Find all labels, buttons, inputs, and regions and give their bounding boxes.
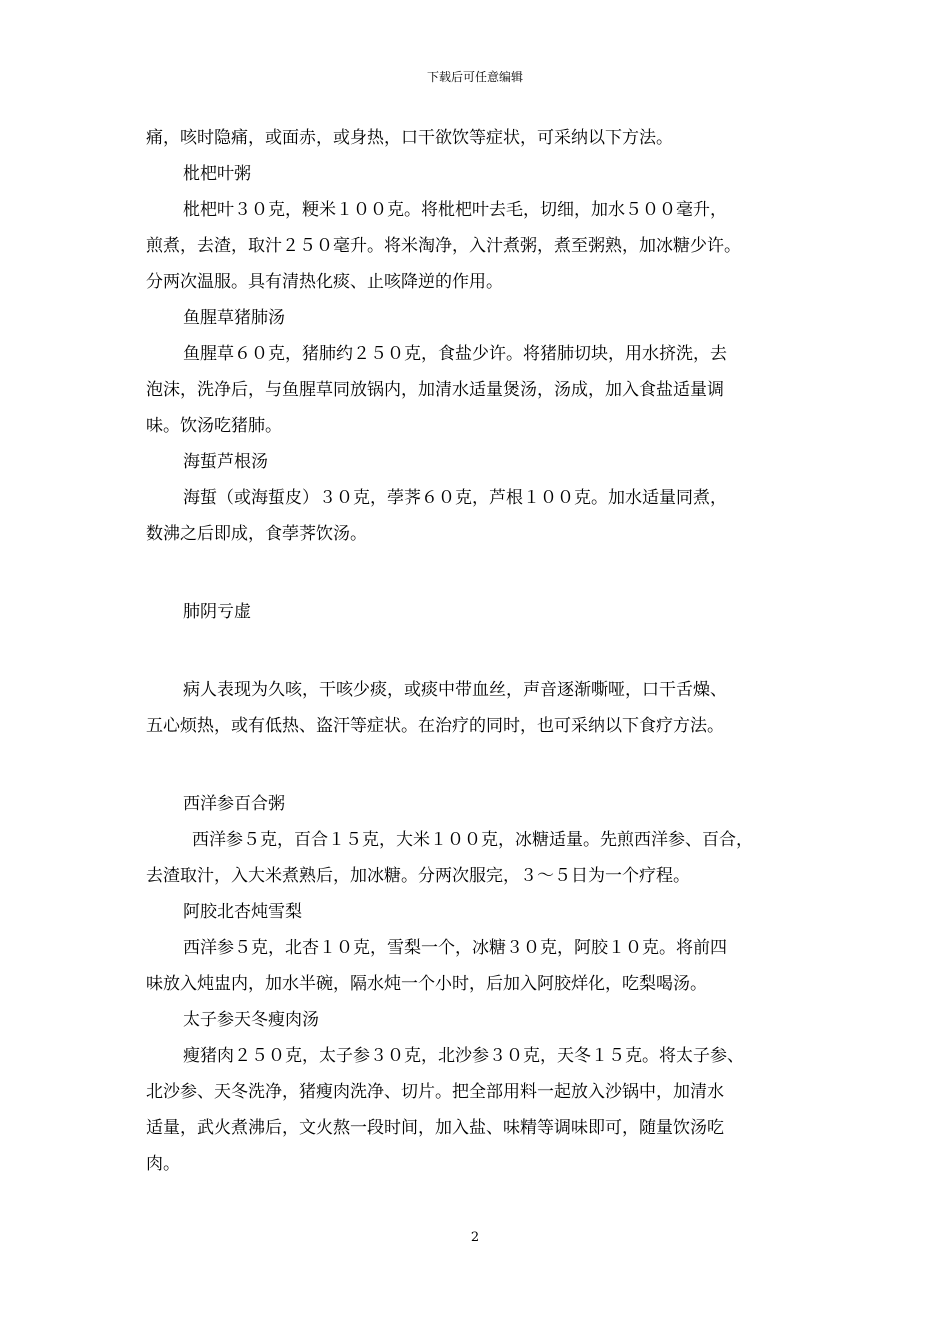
paragraph-line: 肉。 bbox=[146, 1154, 180, 1174]
recipe-title: 海蜇芦根汤 bbox=[183, 452, 268, 472]
paragraph-line: 数沸之后即成，食荸荠饮汤。 bbox=[146, 524, 367, 544]
paragraph-line: 适量，武火煮沸后，文火熬一段时间，加入盐、味精等调味即可，随量饮汤吃 bbox=[146, 1118, 724, 1138]
recipe-title: 鱼腥草猪肺汤 bbox=[183, 308, 285, 328]
paragraph-line: 西洋参５克，北杏１０克，雪梨一个，冰糖３０克，阿胶１０克。将前四 bbox=[183, 938, 727, 958]
page-number: 2 bbox=[470, 1230, 480, 1245]
paragraph-line: 西洋参５克，百合１５克，大米１００克，冰糖适量。先煎西洋参、百合， bbox=[192, 830, 753, 850]
paragraph-line: 煎煮，去渣，取汁２５０毫升。将米淘净，入汁煮粥，煮至粥熟，加冰糖少许。 bbox=[146, 236, 741, 256]
page-header: 下载后可任意编辑 bbox=[426, 70, 523, 84]
paragraph-line: 分两次温服。具有清热化痰、止咳降逆的作用。 bbox=[146, 272, 503, 292]
paragraph-line: 枇杷叶３０克，粳米１００克。将枇杷叶去毛，切细，加水５００毫升， bbox=[183, 200, 727, 220]
paragraph-line: 海蜇（或海蜇皮）３０克，荸荠６０克，芦根１００克。加水适量同煮， bbox=[183, 488, 727, 508]
paragraph-line: 瘦猪肉２５０克，太子参３０克，北沙参３０克，天冬１５克。将太子参、 bbox=[183, 1046, 744, 1066]
paragraph-line: 痛，咳时隐痛，或面赤，或身热，口干欲饮等症状，可采纳以下方法。 bbox=[146, 128, 673, 148]
recipe-title: 枇杷叶粥 bbox=[183, 164, 251, 184]
document-body bbox=[146, 120, 826, 1182]
paragraph-line: 五心烦热，或有低热、盗汗等症状。在治疗的同时，也可采纳以下食疗方法。 bbox=[146, 716, 724, 736]
paragraph-line: 北沙参、天冬洗净，猪瘦肉洗净、切片。把全部用料一起放入沙锅中，加清水 bbox=[146, 1082, 724, 1102]
section-heading: 肺阴亏虚 bbox=[183, 602, 251, 622]
recipe-title: 阿胶北杏炖雪梨 bbox=[183, 902, 302, 922]
paragraph-line: 去渣取汁，入大米煮熟后，加冰糖。分两次服完，３～５日为一个疗程。 bbox=[146, 866, 690, 886]
paragraph-line: 味放入炖盅内，加水半碗，隔水炖一个小时，后加入阿胶烊化，吃梨喝汤。 bbox=[146, 974, 707, 994]
paragraph-line: 泡沫，洗净后，与鱼腥草同放锅内，加清水适量煲汤，汤成，加入食盐适量调 bbox=[146, 380, 724, 400]
recipe-title: 西洋参百合粥 bbox=[183, 794, 285, 814]
paragraph-line: 鱼腥草６０克，猪肺约２５０克，食盐少许。将猪肺切块，用水挤洗，去 bbox=[183, 344, 727, 364]
paragraph-line: 味。饮汤吃猪肺。 bbox=[146, 416, 282, 436]
recipe-title: 太子参天冬瘦肉汤 bbox=[183, 1010, 319, 1030]
paragraph-line: 病人表现为久咳，干咳少痰，或痰中带血丝，声音逐渐嘶哑，口干舌燥、 bbox=[183, 680, 727, 700]
